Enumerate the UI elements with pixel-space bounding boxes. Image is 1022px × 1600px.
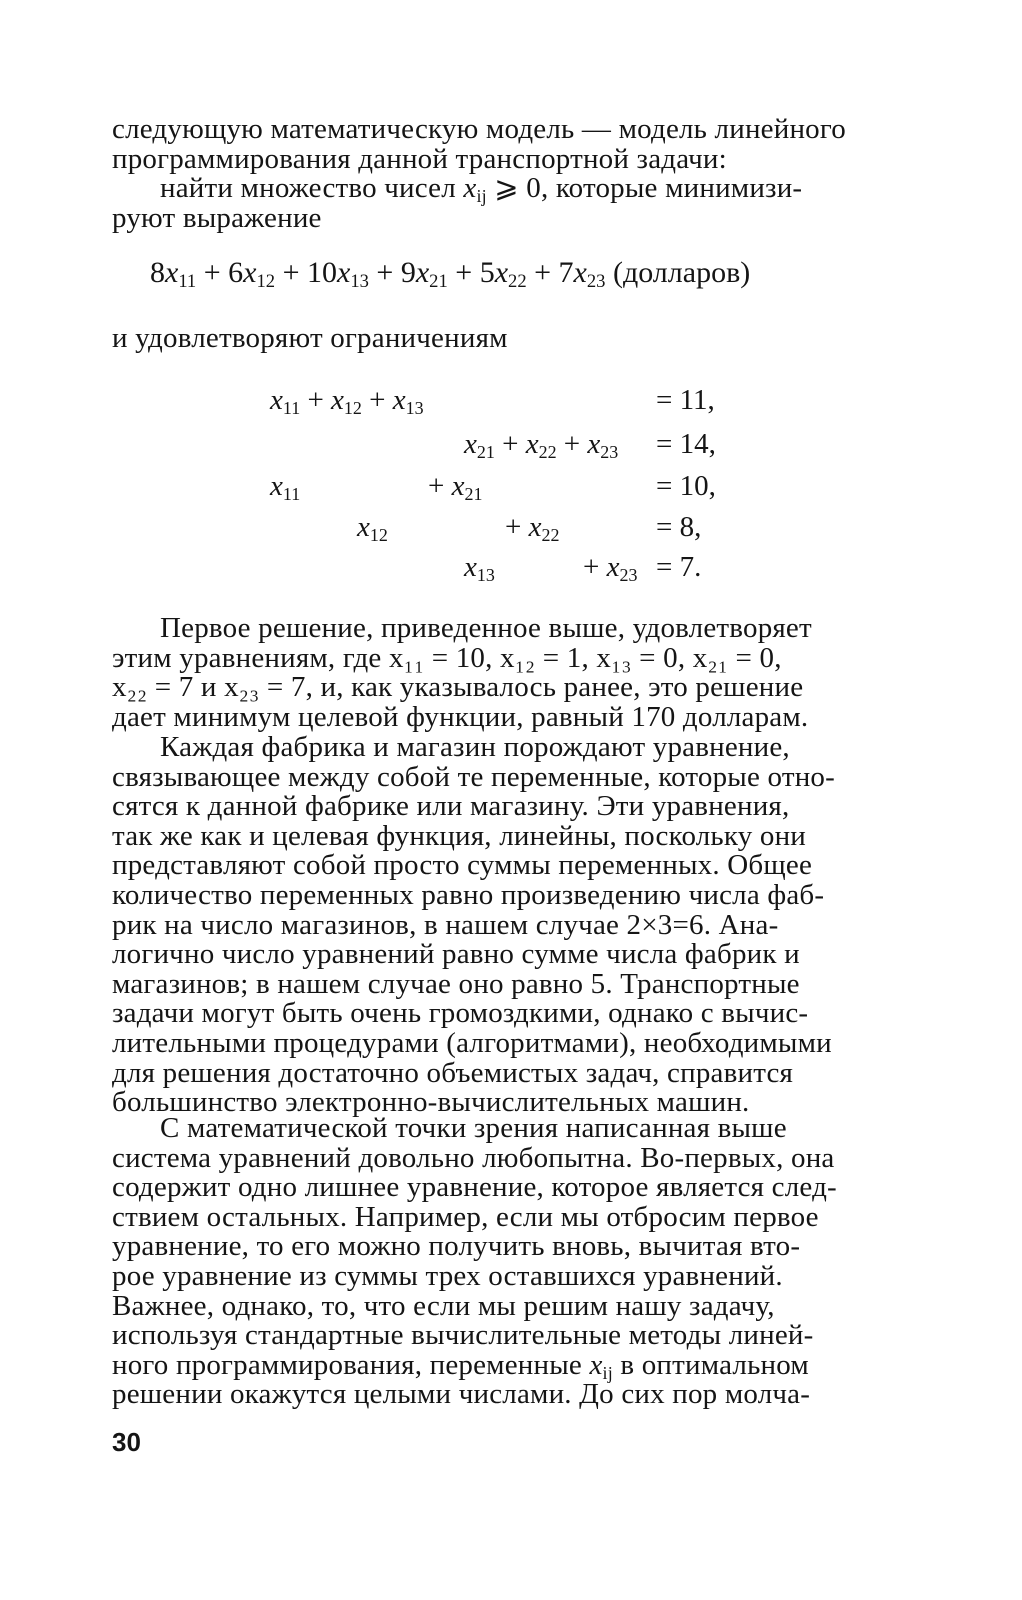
text-line: количество переменных равно произведению числа фаб- — [112, 878, 825, 911]
variable-subscript: 12 — [256, 271, 276, 293]
text-line: логично число уравнений равно сумме числа фабрик и — [112, 938, 800, 971]
text-line: следующую математическую модель — модель линейного — [112, 113, 846, 145]
variable-x: x — [587, 428, 601, 460]
variable-subscript: ij — [476, 186, 487, 207]
constraint-row-2-rhs: = 14, — [656, 428, 716, 460]
variable-x: x — [451, 470, 465, 502]
text-line: Важнее, однако, то, что если мы решим нашу задачу, — [112, 1289, 775, 1322]
variable-subscript: 22 — [538, 442, 557, 463]
variable-subscript: 11 — [178, 271, 197, 293]
coefficient: 10 — [307, 256, 337, 289]
plus-sign: + — [505, 511, 529, 543]
coefficient: 9 — [400, 256, 416, 289]
constraint-row-5-term-1 — [464, 551, 495, 584]
intro-paragraph — [112, 115, 894, 233]
text-line: дает минимум целевой функции, равный 170 долларам. — [112, 700, 809, 733]
variable-x: x — [463, 172, 477, 205]
text-line: представляют собой просто суммы переменных. Общее — [112, 849, 813, 882]
text-line: рик на число магазинов, в нашем случае 2×3=6. Ана- — [112, 908, 779, 941]
variable-x: x — [270, 470, 283, 502]
text-fragment: в оптимальном — [612, 1348, 809, 1381]
text-line: и удовлетворяют ограничениям — [112, 322, 508, 354]
text-line: связывающее между собой те переменные, которые отно- — [112, 760, 835, 793]
text-line: сятся к данной фабрике или магазину. Эти уравнения, — [112, 790, 790, 823]
text-fragment: ного программирования, переменные — [112, 1348, 590, 1381]
plus-sign: + — [196, 256, 229, 289]
plus-sign: + — [361, 384, 393, 416]
text-line: так же как и целевая функция, линейны, поскольку они — [112, 819, 807, 852]
paragraph-3 — [112, 1114, 894, 1410]
text-fragment: найти множество чисел — [160, 172, 464, 205]
text-line: руют выражение — [112, 201, 322, 234]
variable-subscript: 23 — [619, 565, 638, 586]
variable-x: x — [606, 551, 620, 583]
text-fragment: ⩾ 0, которые минимизи- — [486, 172, 803, 205]
constraint-row-1-lhs — [270, 384, 424, 417]
plus-sign: + — [275, 256, 307, 289]
constraint-row-1-rhs: = 11, — [656, 384, 715, 416]
constraint-row-5-rhs: = 7. — [656, 551, 702, 583]
plus-sign: + — [368, 256, 401, 289]
variable-x: x — [525, 428, 539, 460]
variable-subscript: 11 — [282, 484, 301, 505]
text-line: лительными процедурами (алгоритмами), необходимыми — [112, 1026, 832, 1059]
text-line: магазинов; в нашем случае оно равно 5. Транспортные — [112, 967, 800, 1000]
variable-x: x — [464, 428, 477, 460]
variable-x: x — [415, 256, 430, 289]
text-line: Первое решение, приведенное выше, удовлетворяет — [160, 612, 812, 644]
variable-subscript: 22 — [508, 271, 527, 293]
variable-x: x — [494, 256, 509, 289]
constraint-row-4-term-1 — [357, 511, 388, 544]
text-line: Каждая фабрика и магазин порождают уравнение, — [160, 731, 790, 763]
text-line: используя стандартные вычислительные методы линей- — [112, 1319, 814, 1352]
variable-subscript: 23 — [586, 271, 606, 293]
constraint-row-4-rhs: = 8, — [656, 511, 702, 543]
paragraph-1 — [112, 614, 894, 732]
text-line: уравнение, то его можно получить вновь, вычитая вто- — [112, 1230, 801, 1263]
variable-subscript: 13 — [476, 565, 495, 586]
text-line: большинство электронно-вычислительных машин. — [112, 1086, 750, 1119]
variable-subscript: 12 — [343, 398, 362, 419]
objective-terms — [150, 256, 613, 293]
plus-sign: + — [526, 256, 559, 289]
coefficient: 8 — [150, 256, 165, 289]
variable-subscript: 21 — [476, 442, 495, 463]
plus-sign: + — [556, 428, 588, 460]
page-number: 30 — [112, 1427, 141, 1457]
objective-formula — [150, 256, 895, 293]
variable-x: x — [573, 256, 587, 289]
text-line: решении окажутся целыми числами. До сих пор молча- — [112, 1378, 811, 1411]
variable-x: x — [243, 256, 257, 289]
variable-x: x — [528, 511, 542, 543]
plus-sign: + — [300, 384, 332, 416]
text-line: x₂₂ = 7 и x₂₃ = 7, и, как указывалось ранее, это решение — [112, 671, 804, 704]
constraint-row-3-term-1 — [270, 470, 300, 503]
text-line: рое уравнение из суммы трех оставшихся уравнений. — [112, 1259, 783, 1292]
plus-sign: + — [447, 256, 480, 289]
constraint-row-3-rhs: = 10, — [656, 470, 716, 502]
constraints-intro — [112, 324, 894, 354]
text-line: ствием остальных. Например, если мы отбросим первое — [112, 1200, 819, 1233]
constraint-row-2-lhs — [464, 428, 618, 461]
constraint-row-4-term-2 — [505, 511, 559, 544]
variable-subscript: 11 — [282, 398, 301, 419]
plus-sign: + — [494, 428, 526, 460]
objective-unit: (долларов) — [612, 256, 751, 289]
variable-x: x — [357, 511, 370, 543]
variable-subscript: ij — [602, 1362, 613, 1383]
variable-subscript: 12 — [369, 525, 388, 546]
variable-x: x — [331, 384, 344, 416]
variable-x: x — [392, 384, 406, 416]
coefficient: 5 — [479, 256, 495, 289]
coefficient: 7 — [558, 256, 574, 289]
text-line: задачи могут быть очень громоздкими, однако с вычис- — [112, 997, 809, 1030]
text-line: этим уравнениям, где x₁₁ = 10, x₁₂ = 1, x₁₃ = 0, x₂₁ = 0, — [112, 641, 782, 674]
variable-subscript: 13 — [350, 271, 369, 293]
plus-sign: + — [583, 551, 607, 583]
variable-x: x — [270, 384, 283, 416]
variable-subscript: 13 — [405, 398, 424, 419]
text-line — [112, 172, 894, 207]
plus-sign: + — [428, 470, 452, 502]
text-line: система уравнений довольно любопытна. Во-первых, она — [112, 1141, 835, 1174]
text-line: С математической точки зрения написанная выше — [160, 1112, 787, 1144]
variable-subscript: 21 — [464, 484, 483, 505]
variable-subscript: 23 — [600, 442, 619, 463]
text-line — [112, 1348, 894, 1383]
variable-x: x — [337, 256, 351, 289]
variable-x: x — [165, 256, 179, 289]
text-line: программирования данной транспортной задачи: — [112, 142, 727, 175]
variable-subscript: 21 — [429, 271, 448, 293]
constraint-row-5-term-2 — [583, 551, 637, 584]
variable-x: x — [589, 1348, 603, 1381]
text-line: для решения достаточно объемистых задач, справится — [112, 1056, 794, 1089]
variable-subscript: 22 — [541, 525, 560, 546]
coefficient: 6 — [228, 256, 244, 289]
paragraph-2 — [112, 733, 894, 1118]
variable-x: x — [464, 551, 477, 583]
constraint-row-3-term-2 — [428, 470, 482, 503]
text-line: содержит одно лишнее уравнение, которое является след- — [112, 1171, 837, 1204]
